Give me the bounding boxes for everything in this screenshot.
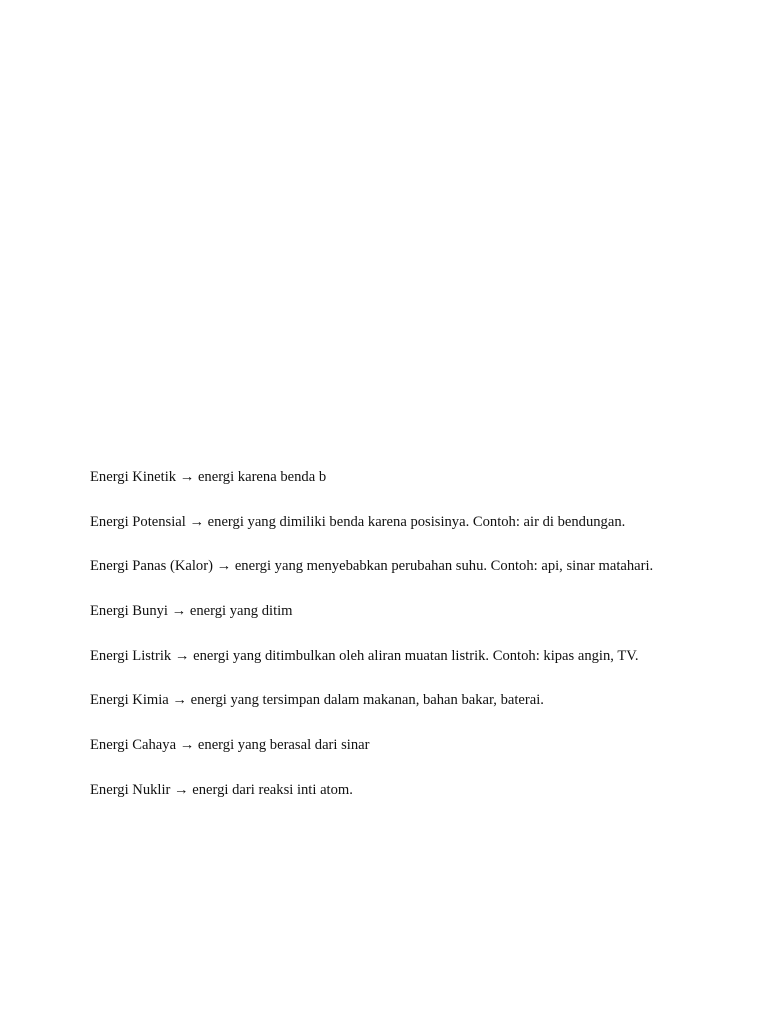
line-energi-listrik: Energi Listrik → energi yang ditimbulkan oleh aliran muatan listrik. Contoh: kipas angin, TV. (90, 647, 639, 664)
line-energi-kimia: Energi Kimia → energi yang tersimpan dalam makanan, bahan bakar, baterai. (90, 692, 544, 709)
line-energi-bunyi: Energi Bunyi → energi yang ditim (90, 603, 293, 620)
line-energi-panas: Energi Panas (Kalor) → energi yang menyebabkan perubahan suhu. Contoh: api, sinar matahari. (90, 558, 654, 575)
line-energi-kinetik: Energi Kinetik → energi karena benda b (90, 469, 327, 485)
line-energi-cahaya: Energi Cahaya → energi yang berasal dari sinar (90, 737, 370, 754)
document-body (90, 467, 730, 825)
line-energi-nuklir: Energi Nuklir → energi dari reaksi inti atom. (90, 781, 353, 798)
line-energi-potensial: Energi Potensial → energi yang dimiliki benda karena posisinya. Contoh: air di bendungan. (90, 513, 626, 530)
